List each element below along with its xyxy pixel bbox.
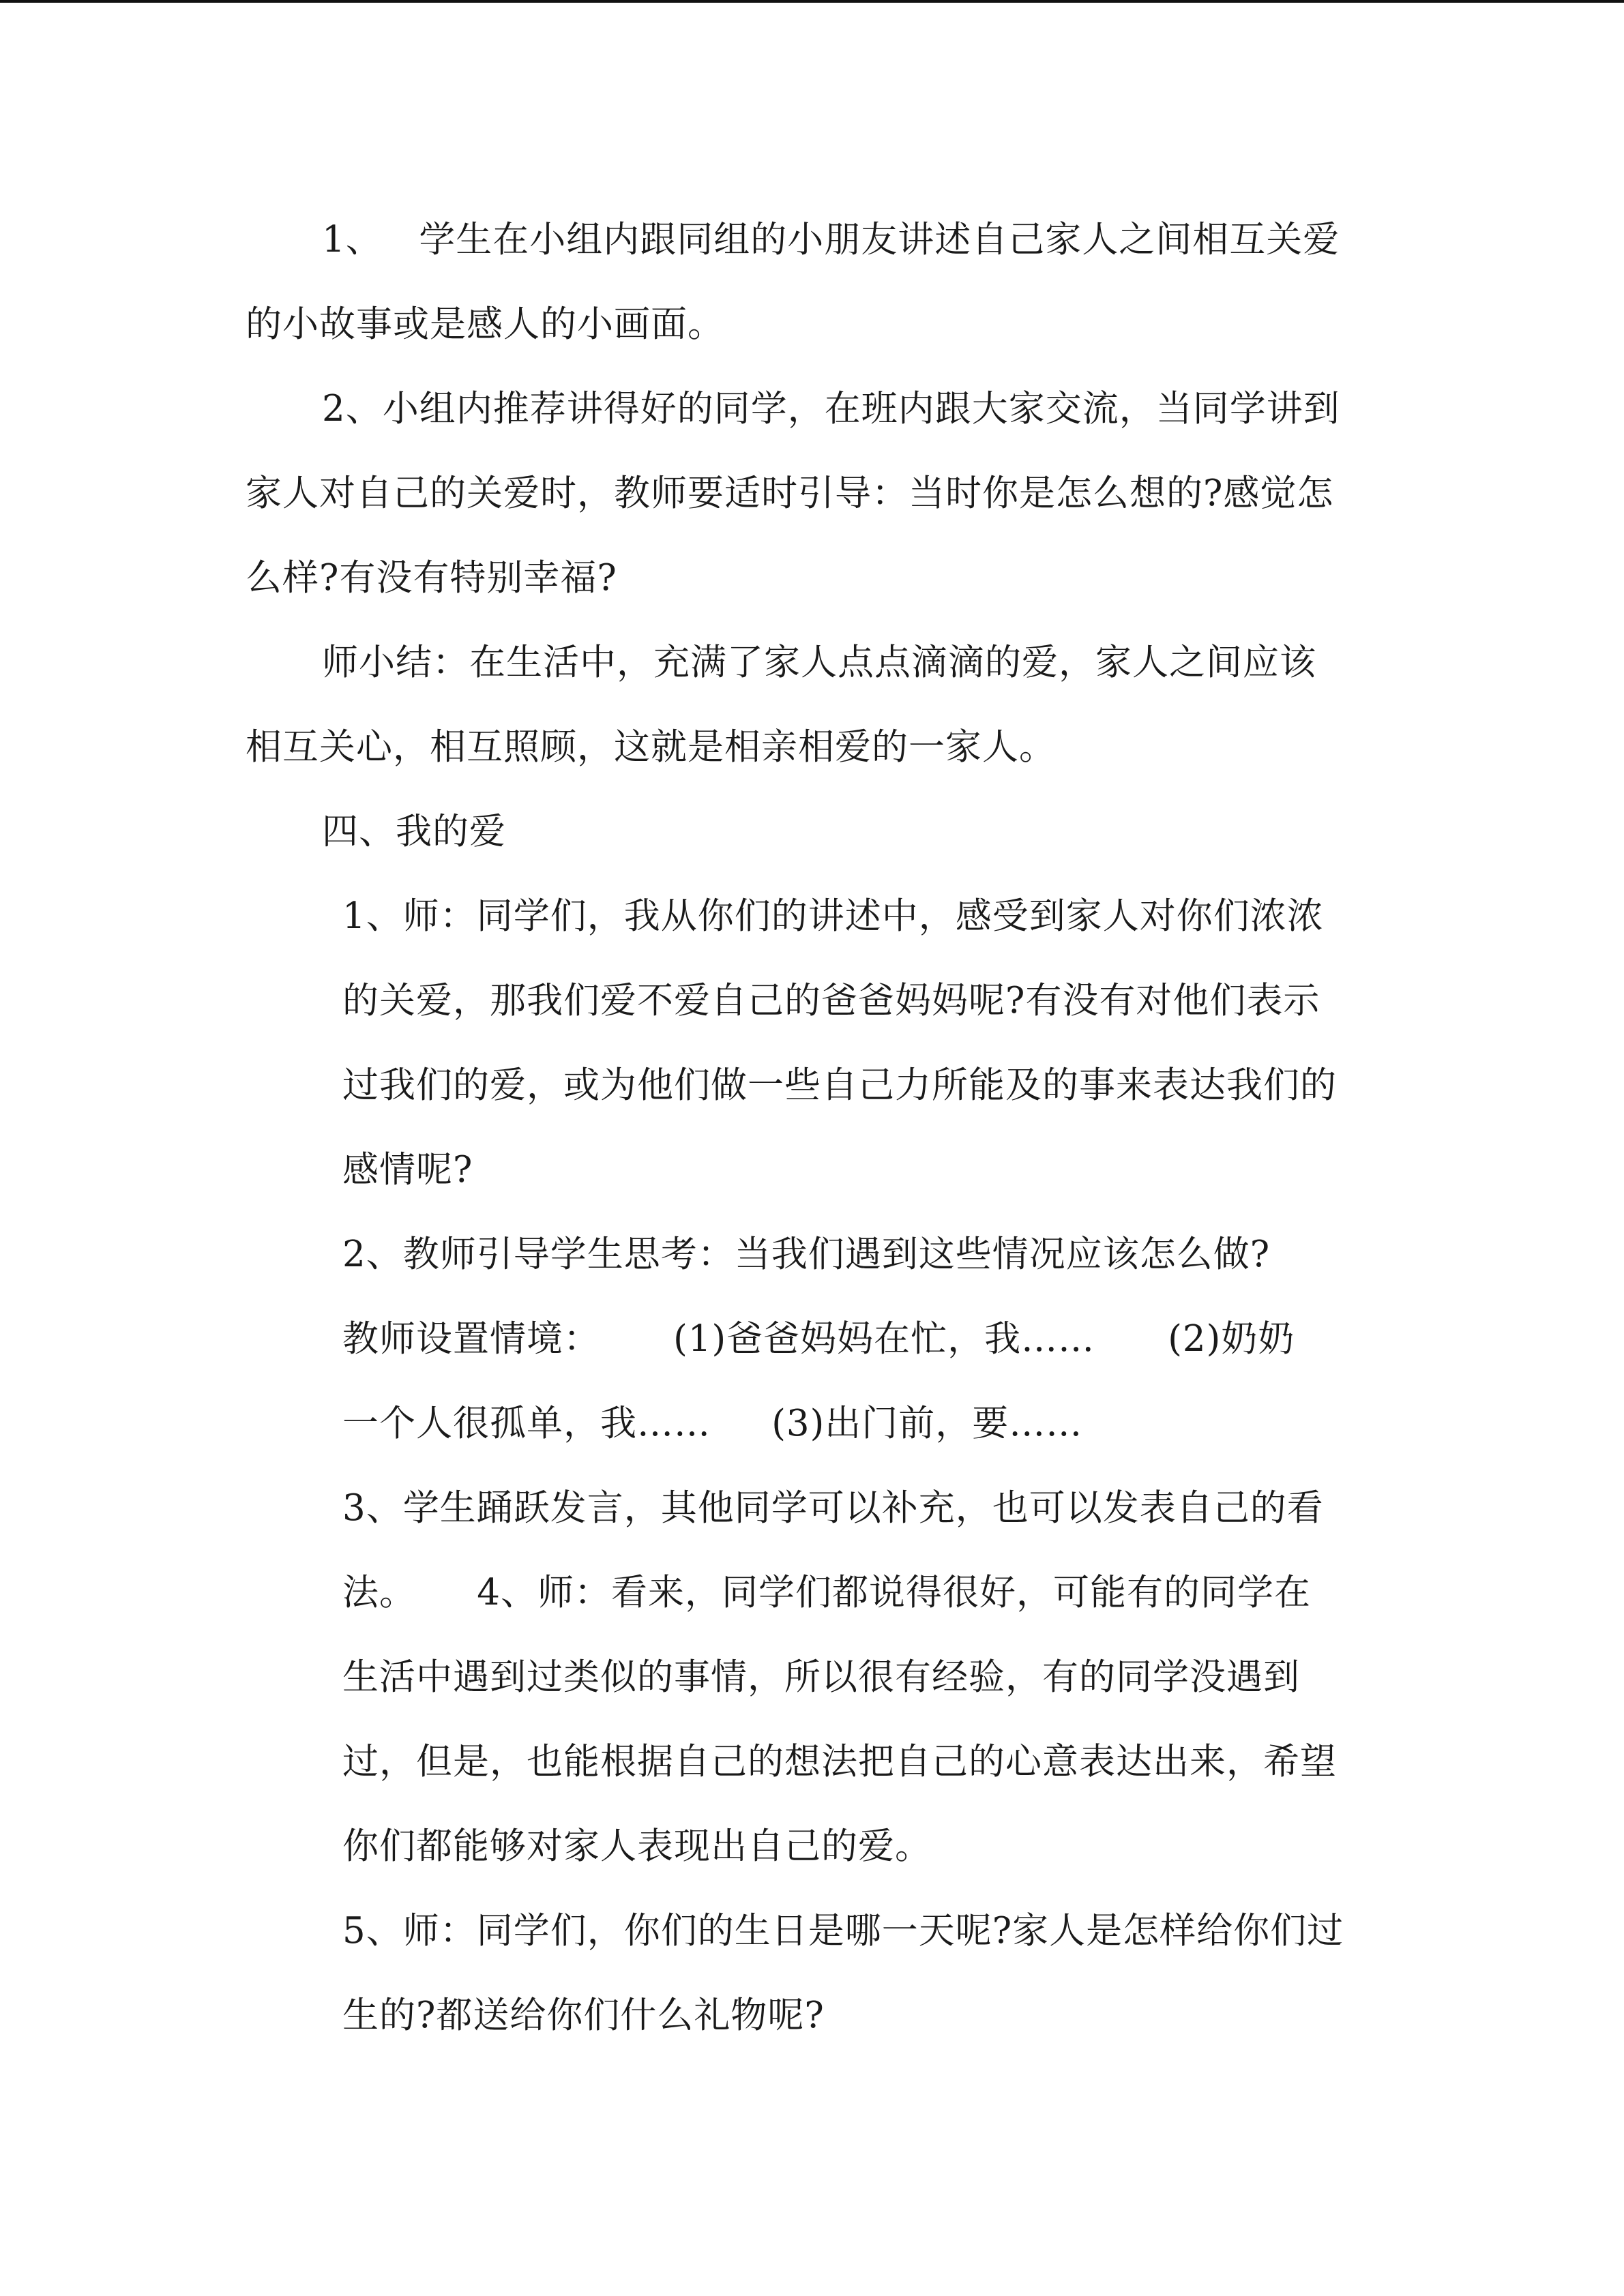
text-line: 你们都能够对家人表现出自己的爱。 xyxy=(342,1825,932,1867)
text-line: 生活中遇到过类似的事情，所以很有经验，有的同学没遇到 xyxy=(342,1656,1300,1698)
page-top-border xyxy=(0,0,1624,3)
text-line: 1、师：同学们，我从你们的讲述中，感受到家人对你们浓浓 xyxy=(342,895,1324,937)
text-line: 么样?有没有特别幸福? xyxy=(246,557,617,599)
text-line: 过我们的爱，或为他们做一些自己力所能及的事来表达我们的 xyxy=(342,1064,1337,1106)
text-line: 2、教师引导学生思考：当我们遇到这些情况应该怎么做? xyxy=(342,1234,1271,1275)
text-line: 师小结：在生活中，充满了家人点点滴滴的爱，家人之间应该 xyxy=(322,642,1316,683)
section-heading: 四、我的爱 xyxy=(322,811,506,852)
text-line: 的小故事或是感人的小画面。 xyxy=(246,303,724,345)
text-line: 的关爱，那我们爱不爱自己的爸爸妈妈呢?有没有对他们表示 xyxy=(342,980,1320,1022)
text-line: 生的?都送给你们什么礼物呢? xyxy=(342,1995,825,2036)
text-line: 相互关心，相互照顾，这就是相亲相爱的一家人。 xyxy=(246,726,1056,768)
text-line: 过，但是，也能根据自己的想法把自己的心意表达出来，希望 xyxy=(342,1741,1337,1783)
text-line: 感情呢? xyxy=(342,1149,473,1191)
text-line: 教师设置情境： (1)爸爸妈妈在忙，我…… (2)奶奶 xyxy=(342,1318,1295,1360)
text-line: 2、小组内推荐讲得好的同学，在班内跟大家交流，当同学讲到 xyxy=(322,388,1340,430)
text-line: 5、师：同学们，你们的生日是哪一天呢?家人是怎样给你们过 xyxy=(342,1910,1344,1952)
text-line: 3、学生踊跃发言，其他同学可以补充，也可以发表自己的看 xyxy=(342,1487,1324,1529)
text-line: 一个人很孤单，我…… (3)出门前，要…… xyxy=(342,1403,1083,1444)
text-line: 法。 4、师：看来，同学们都说得很好，可能有的同学在 xyxy=(342,1572,1311,1613)
text-line: 家人对自己的关爱时，教师要适时引导：当时你是怎么想的?感觉怎 xyxy=(246,473,1334,514)
text-line: 1、 学生在小组内跟同组的小朋友讲述自己家人之间相互关爱 xyxy=(322,219,1340,260)
